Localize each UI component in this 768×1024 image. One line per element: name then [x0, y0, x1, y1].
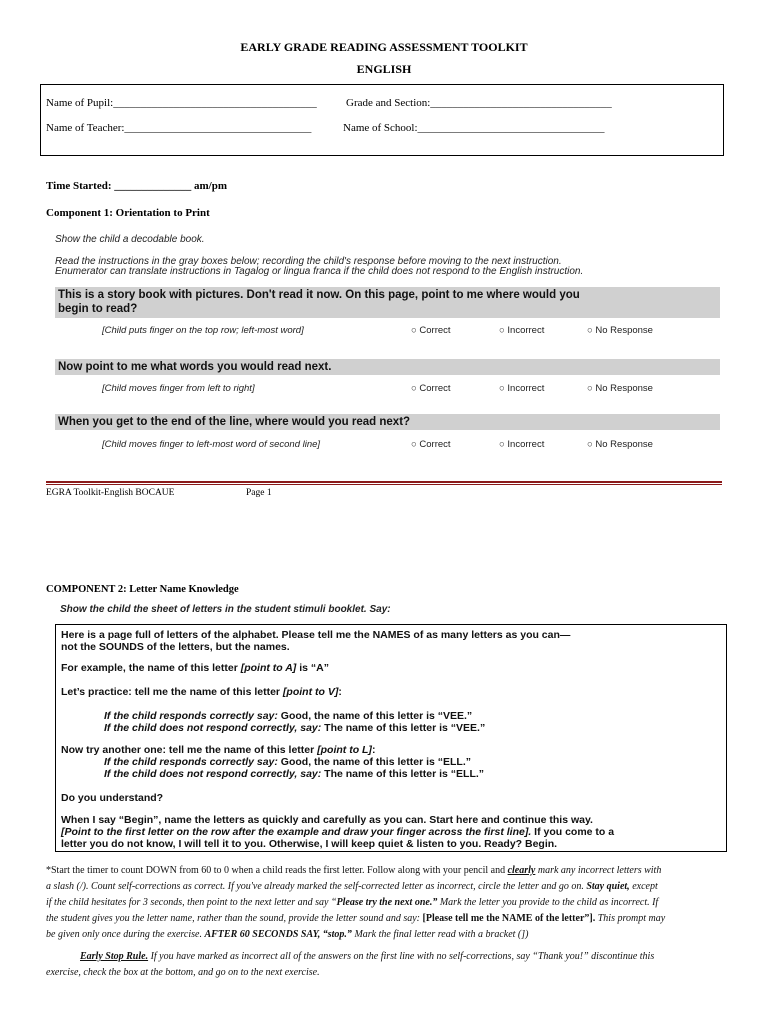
timer-line-1: *Start the timer to count DOWN from 60 to 0 when a child reads the first letter. Follow along with your pencil and clearly mark any incorrect letters with	[46, 865, 662, 876]
expected-response-2: [Child moves finger from left to right]	[102, 383, 255, 394]
document-subtitle: ENGLISH	[356, 62, 412, 76]
component1-instruction-2b: Enumerator can translate instructions in Tagalog or lingua franca if the child does not respond to the English instruction.	[55, 266, 584, 277]
prompt-1-line-2: begin to read?	[58, 303, 138, 315]
teacher-name-field[interactable]: Name of Teacher:__________________________________	[46, 122, 312, 134]
script-correct-vee: If the child responds correctly say: Good, the name of this letter is “VEE.”	[104, 710, 473, 722]
expected-response-3: [Child moves finger to left-most word of second line]	[102, 439, 321, 450]
script-begin-line-2: [Point to the first letter on the row after the example and draw your finger across the first line]. If you come to a	[61, 826, 615, 838]
script-practice: Let’s practice: tell me the name of this letter [point to V]:	[61, 686, 342, 698]
early-stop-line-2: exercise, check the box at the bottom, and go on to the next exercise.	[46, 967, 320, 978]
script-line-1: Here is a page full of letters of the alphabet. Please tell me the NAMES of as many letters as you can—	[61, 629, 571, 641]
script-example: For example, the name of this letter [point to A] is “A”	[61, 662, 329, 674]
expected-response-1: [Child puts finger on the top row; left-most word]	[102, 325, 304, 336]
time-started-unit: am/pm	[193, 180, 227, 192]
timer-line-4: the student gives you the letter name, rather than the sound, provide the letter sound and say: [Please tell me the NAME of the letter”]. This prompt may	[46, 913, 666, 924]
early-stop-rule	[46, 949, 726, 981]
script-begin-line-3: letter you do not know, I will tell it to you. Otherwise, I will keep quiet & listen to you. Ready? Begin.	[61, 838, 558, 850]
document-title: EARLY GRADE READING ASSESSMENT TOOLKIT	[240, 40, 528, 54]
script-try-another: Now try another one: tell me the name of this letter [point to L]:	[61, 744, 376, 756]
component1-instruction-2a: Read the instructions in the gray boxes below; recording the child's response before moving to the next instruction.	[55, 256, 562, 267]
option-incorrect-3[interactable]: ○ Incorrect	[499, 439, 545, 450]
script-incorrect-ell: If the child does not respond correctly, say: The name of this letter is “ELL.”	[104, 768, 485, 780]
script-correct-ell: If the child responds correctly say: Good, the name of this letter is “ELL.”	[104, 756, 471, 768]
school-name-field[interactable]: Name of School:__________________________________	[343, 122, 605, 134]
prompt-box-1	[55, 287, 720, 318]
time-started-blank[interactable]: ______________	[114, 180, 192, 192]
prompt-1-line-1: This is a story book with pictures. Don't read it now. On this page, point to me where would you	[58, 289, 580, 301]
script-line-2: not the SOUNDS of the letters, but the names.	[61, 641, 290, 653]
component2-heading: COMPONENT 2: Letter Name Knowledge	[46, 584, 239, 595]
early-stop-line-1: Early Stop Rule. If you have marked as incorrect all of the answers on the first line with no self-corrections, say “Thank you!” discontinue this	[80, 951, 655, 962]
script-do-you-understand: Do you understand?	[61, 792, 164, 804]
option-no-response-2[interactable]: ○ No Response	[587, 383, 653, 394]
option-incorrect-2[interactable]: ○ Incorrect	[499, 383, 545, 394]
option-no-response-3[interactable]: ○ No Response	[587, 439, 653, 450]
timer-line-2: a slash (/). Count self-corrections as correct. If you've already marked the self-corrected letter as incorrect, circle the letter and go on. Stay quiet, except	[46, 881, 658, 892]
pupil-name-field[interactable]: Name of Pupil:_____________________________________	[46, 97, 317, 109]
timer-instructions	[46, 863, 726, 943]
script-incorrect-vee: If the child does not respond correctly, say: The name of this letter is “VEE.”	[104, 722, 486, 734]
script-begin-line-1: When I say “Begin”, name the letters as quickly and carefully as you can. Start here and continue this way.	[61, 814, 593, 826]
time-started	[46, 180, 227, 192]
component1-heading: Component 1: Orientation to Print	[46, 207, 210, 219]
footer-divider	[46, 481, 722, 483]
pupil-info-box	[40, 84, 724, 156]
option-correct-3[interactable]: ○ Correct	[411, 439, 451, 450]
option-correct-1[interactable]: ○ Correct	[411, 325, 451, 336]
time-started-label: Time Started:	[46, 180, 112, 192]
timer-line-3: if the child hesitates for 3 seconds, then point to the next letter and say “Please try the next one.” Mark the letter you provide to the child as incorrect. If	[46, 897, 659, 908]
option-correct-2[interactable]: ○ Correct	[411, 383, 451, 394]
prompt-box-3	[55, 414, 720, 430]
component1-instruction-1: Show the child a decodable book.	[55, 234, 205, 245]
option-incorrect-1[interactable]: ○ Incorrect	[499, 325, 545, 336]
footer-page-number: Page 1	[246, 488, 272, 498]
timer-line-5: be given only once during the exercise. AFTER 60 SECONDS SAY, “stop.” Mark the final letter read with a bracket (])	[46, 929, 529, 940]
prompt-box-2	[55, 359, 720, 375]
prompt-3-line-1: When you get to the end of the line, where would you read next?	[58, 416, 411, 428]
grade-section-field[interactable]: Grade and Section:_________________________________	[346, 97, 612, 109]
footer-label: EGRA Toolkit-English BOCAUE	[46, 488, 175, 498]
footer-divider-thin	[46, 484, 722, 485]
option-no-response-1[interactable]: ○ No Response	[587, 325, 653, 336]
prompt-2-line-1: Now point to me what words you would read next.	[58, 361, 332, 373]
component2-instruction: Show the child the sheet of letters in the student stimuli booklet. Say:	[60, 604, 391, 615]
